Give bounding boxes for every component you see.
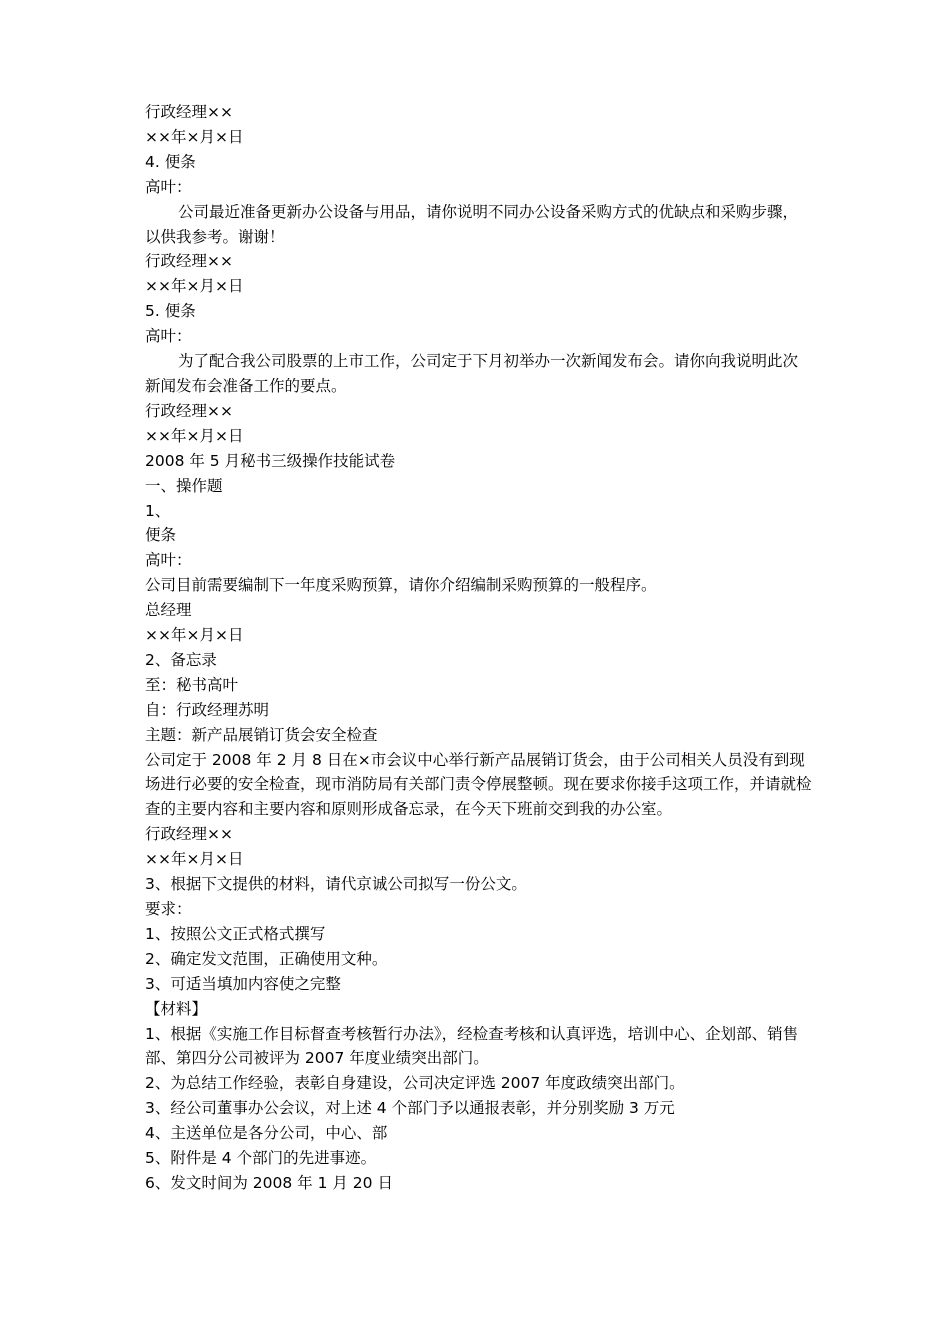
memo-body: 公司定于 2008 年 2 月 8 日在×市会议中心举行新产品展销订货会，由于公司相关人员没有到现场进行必要的安全检查，现市消防局有关部门责令停展整顿。现在要求你接手这项工作，并请就检查的主要内容和主要内容和原则形成备忘录，在今天下班前交到我的办公室。 [145,750,812,819]
note-title: 便条 [145,526,177,545]
material-item: 2、为总结工作经验，表彰自身建设，公司决定评选 2007 年度政绩突出部门。 [145,1074,685,1093]
date-line: ××年×月×日 [145,426,244,445]
section-heading: 5. 便条 [145,302,196,321]
salutation: 高叶： [145,327,192,346]
date-line: ××年×月×日 [145,277,244,296]
part-heading: 一、操作题 [145,476,223,495]
signature-line: 行政经理×× [145,401,233,420]
date-line: ××年×月×日 [145,127,244,146]
requirement-item: 3、可适当填加内容使之完整 [145,974,341,993]
note-body: 为了配合我公司股票的上市工作，公司定于下月初举办一次新闻发布会。请你向我说明此次新闻发布会准备工作的要点。 [145,352,799,395]
material-item: 5、附件是 4 个部门的先进事迹。 [145,1149,377,1168]
memo-to: 至：秘书高叶 [145,675,239,694]
material-item: 4、主送单位是各分公司，中心、部 [145,1124,388,1143]
note-body: 公司最近准备更新办公设备与用品，请你说明不同办公设备采购方式的优缺点和采购步骤，以供我参考。谢谢！ [145,202,799,246]
memo-from: 自：行政经理苏明 [145,700,270,719]
requirement-item: 2、确定发文范围，正确使用文种。 [145,949,388,968]
materials-heading: 【材料】 [145,999,208,1018]
signature-line: 行政经理×× [145,103,233,121]
memo-subject: 主题：新产品展销订货会安全检查 [145,725,378,744]
signature-line: 行政经理×× [145,252,233,271]
salutation: 高叶： [145,551,192,570]
material-item: 3、经公司董事办公会议，对上述 4 个部门予以通报表彰，并分别奖励 3 万元 [145,1099,675,1118]
question-heading: 3、根据下文提供的材料，请代京诚公司拟写一份公文。 [145,875,527,894]
exam-title: 2008 年 5 月秘书三级操作技能试卷 [145,451,396,470]
question-number: 1、 [145,501,171,520]
signature-line: 行政经理×× [145,825,233,844]
requirement-item: 1、按照公文正式格式撰写 [145,924,326,943]
date-line: ××年×月×日 [145,626,244,645]
requirements-heading: 要求： [145,900,192,918]
note-body: 公司目前需要编制下一年度采购预算，请你介绍编制采购预算的一般程序。 [145,576,657,595]
date-line: ××年×月×日 [145,850,244,869]
material-item: 1、根据《实施工作目标督查考核暂行办法》，经检查考核和认真评选，培训中心、企划部、销售部、第四分公司被评为 2007 年度业绩突出部门。 [145,1024,799,1068]
material-item: 6、发文时间为 2008 年 1 月 20 日 [145,1173,393,1192]
salutation: 高叶： [145,177,192,196]
signature-line: 总经理 [145,601,192,620]
question-heading: 2、备忘录 [145,650,217,669]
document-page [145,100,813,1196]
section-heading: 4. 便条 [145,152,196,171]
